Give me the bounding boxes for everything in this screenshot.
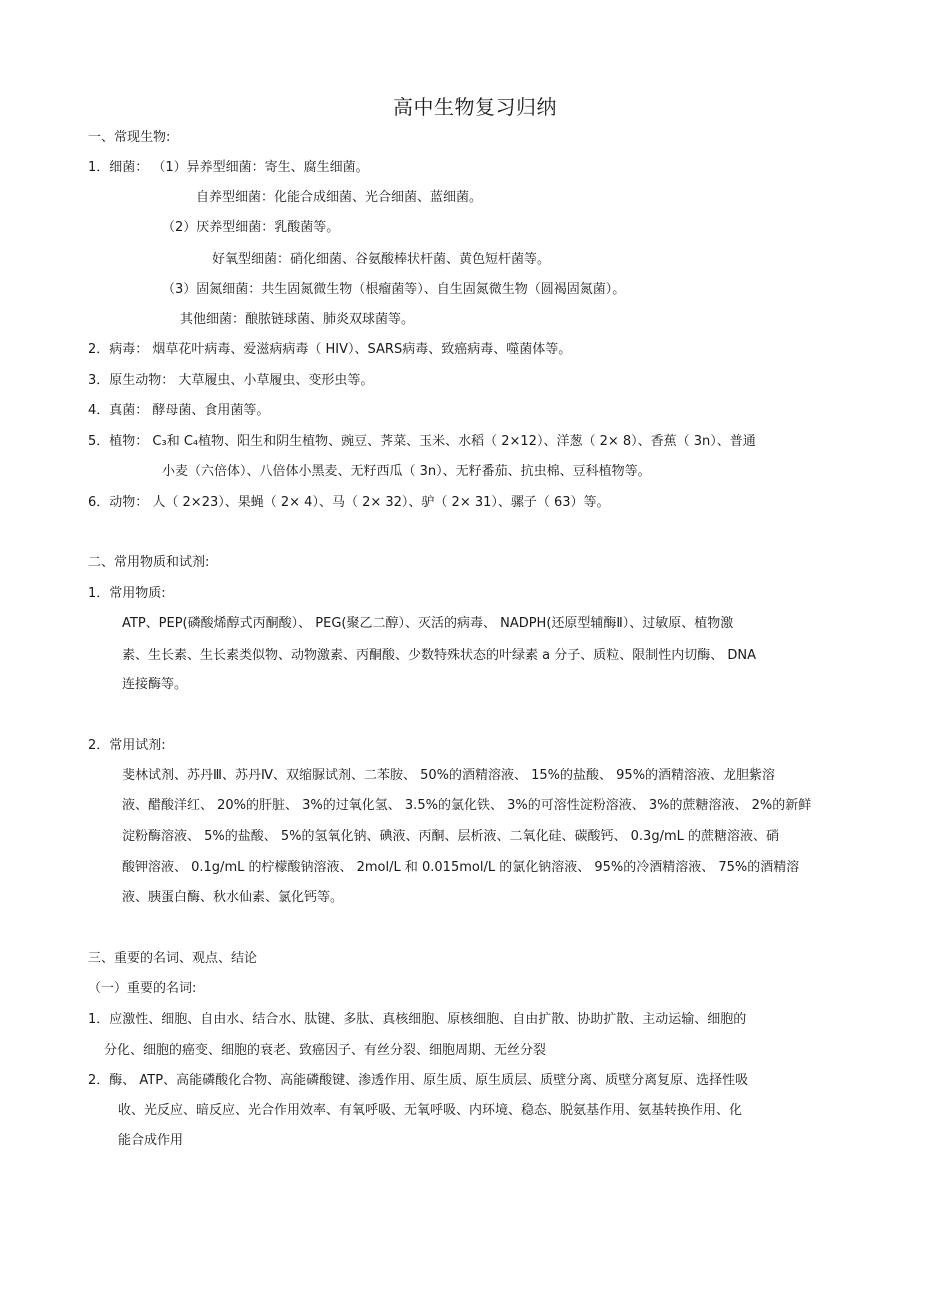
page-title: 高中生物复习归纳 bbox=[393, 95, 557, 119]
text-line-virus: 2．病毒： 烟草花叶病毒、爱滋病病毒（ HIV）、SARS病毒、致癌病毒、噬菌体等。 bbox=[88, 342, 572, 357]
text-line-plants-2: 小麦（六倍体）、八倍体小黑麦、无籽西瓜（ 3n）、无籽番茄、抗虫棉、豆科植物等。 bbox=[162, 464, 651, 479]
section-heading-terms-views: 三、重要的名词、观点、结论 bbox=[88, 951, 258, 966]
text-line-terms2-2: 收、光反应、暗反应、光合作用效率、有氧呼吸、无氧呼吸、内环境、稳态、脱氨基作用、氨基转换作用、化 bbox=[118, 1103, 743, 1118]
text-line-bacteria-nitrogen-fixing: （3）固氮细菌：共生固氮微生物（根瘤菌等）、自生固氮微生物（圆褐固氮菌）。 bbox=[162, 282, 626, 297]
text-line-reagents-1: 斐林试剂、苏丹Ⅲ、苏丹Ⅳ、双缩脲试剂、二苯胺、 50%的酒精溶液、 15%的盐酸、 95%的酒精溶液、龙胆紫溶 bbox=[122, 768, 776, 783]
text-line-reagents-2: 液、醋酸洋红、 20%的肝脏、 3%的过氧化氢、 3.5%的氯化铁、 3%的可溶性淀粉溶液、 3%的蔗糖溶液、 2%的新鲜 bbox=[122, 798, 812, 813]
text-line-terms2-1: 2．酶、 ATP、高能磷酸化合物、高能磷酸键、渗透作用、原生质、原生质层、质壁分离、质壁分离复原、选择性吸 bbox=[88, 1073, 749, 1088]
text-line-fungi: 4．真菌： 酵母菌、食用菌等。 bbox=[88, 403, 270, 418]
section-heading-substances-reagents: 二、常用物质和试剂: bbox=[88, 555, 210, 570]
text-line-plants-1: 5．植物： C₃和 C₄植物、阳生和阴生植物、豌豆、荠菜、玉米、水稻（ 2×12）、洋葱（ 2× 8）、香蕉（ 3n）、普通 bbox=[88, 434, 756, 449]
text-line-bacteria-anaerobic: （2）厌养型细菌：乳酸菌等。 bbox=[162, 220, 340, 235]
text-line-bacteria-other: 其他细菌：酿脓链球菌、肺炎双球菌等。 bbox=[180, 312, 415, 327]
text-line-substances-1: ATP、PEP(磷酸烯醇式丙酮酸）、 PEG(聚乙二醇）、灭活的病毒、 NADPH(还原型辅酶Ⅱ）、过敏原、植物激 bbox=[122, 616, 734, 631]
subheading-important-terms: （一）重要的名词: bbox=[88, 981, 197, 996]
text-line-terms1-2: 分化、细胞的癌变、细胞的衰老、致癌因子、有丝分裂、细胞周期、无丝分裂 bbox=[104, 1043, 547, 1058]
text-line-reagents-5: 液、胰蛋白酶、秋水仙素、氯化钙等。 bbox=[122, 890, 344, 905]
subheading-common-reagents: 2．常用试剂: bbox=[88, 738, 166, 753]
text-line-protozoa: 3．原生动物： 大草履虫、小草履虫、变形虫等。 bbox=[88, 373, 374, 388]
text-line-animals: 6．动物： 人（ 2×23）、果蝇（ 2× 4）、马（ 2× 32）、驴（ 2× 31）、骡子（ 63）等。 bbox=[88, 495, 610, 510]
subheading-common-substances: 1．常用物质: bbox=[88, 586, 166, 601]
text-line-bacteria-autotrophic: 自养型细菌：化能合成细菌、光合细菌、蓝细菌。 bbox=[196, 190, 483, 205]
text-line-substances-2: 素、生长素、生长素类似物、动物激素、丙酮酸、少数特殊状态的叶绿素 a 分子、质粒、限制性内切酶、 DNA bbox=[122, 648, 756, 663]
text-line-bacteria-heterotrophic: 1．细菌： （1）异养型细菌：寄生、腐生细菌。 bbox=[88, 160, 369, 175]
section-heading-common-organisms: 一、常现生物: bbox=[88, 130, 171, 145]
text-line-reagents-4: 酸钾溶液、 0.1g/mL 的柠檬酸钠溶液、 2mol/L 和 0.015mol/L 的氯化钠溶液、 95%的冷酒精溶液、 75%的酒精溶 bbox=[122, 860, 800, 875]
text-line-bacteria-aerobic: 好氧型细菌：硝化细菌、谷氨酸棒状杆菌、黄色短杆菌等。 bbox=[212, 252, 551, 267]
text-line-terms1-1: 1．应激性、细胞、自由水、结合水、肽键、多肽、真核细胞、原核细胞、自由扩散、协助扩散、主动运输、细胞的 bbox=[88, 1012, 747, 1027]
text-line-substances-3: 连接酶等。 bbox=[122, 677, 188, 692]
text-line-reagents-3: 淀粉酶溶液、 5%的盐酸、 5%的氢氧化钠、碘液、丙酮、层析液、二氧化硅、碳酸钙、 0.3g/mL 的蔗糖溶液、硝 bbox=[122, 829, 779, 844]
text-line-terms2-3: 能合成作用 bbox=[118, 1133, 184, 1148]
